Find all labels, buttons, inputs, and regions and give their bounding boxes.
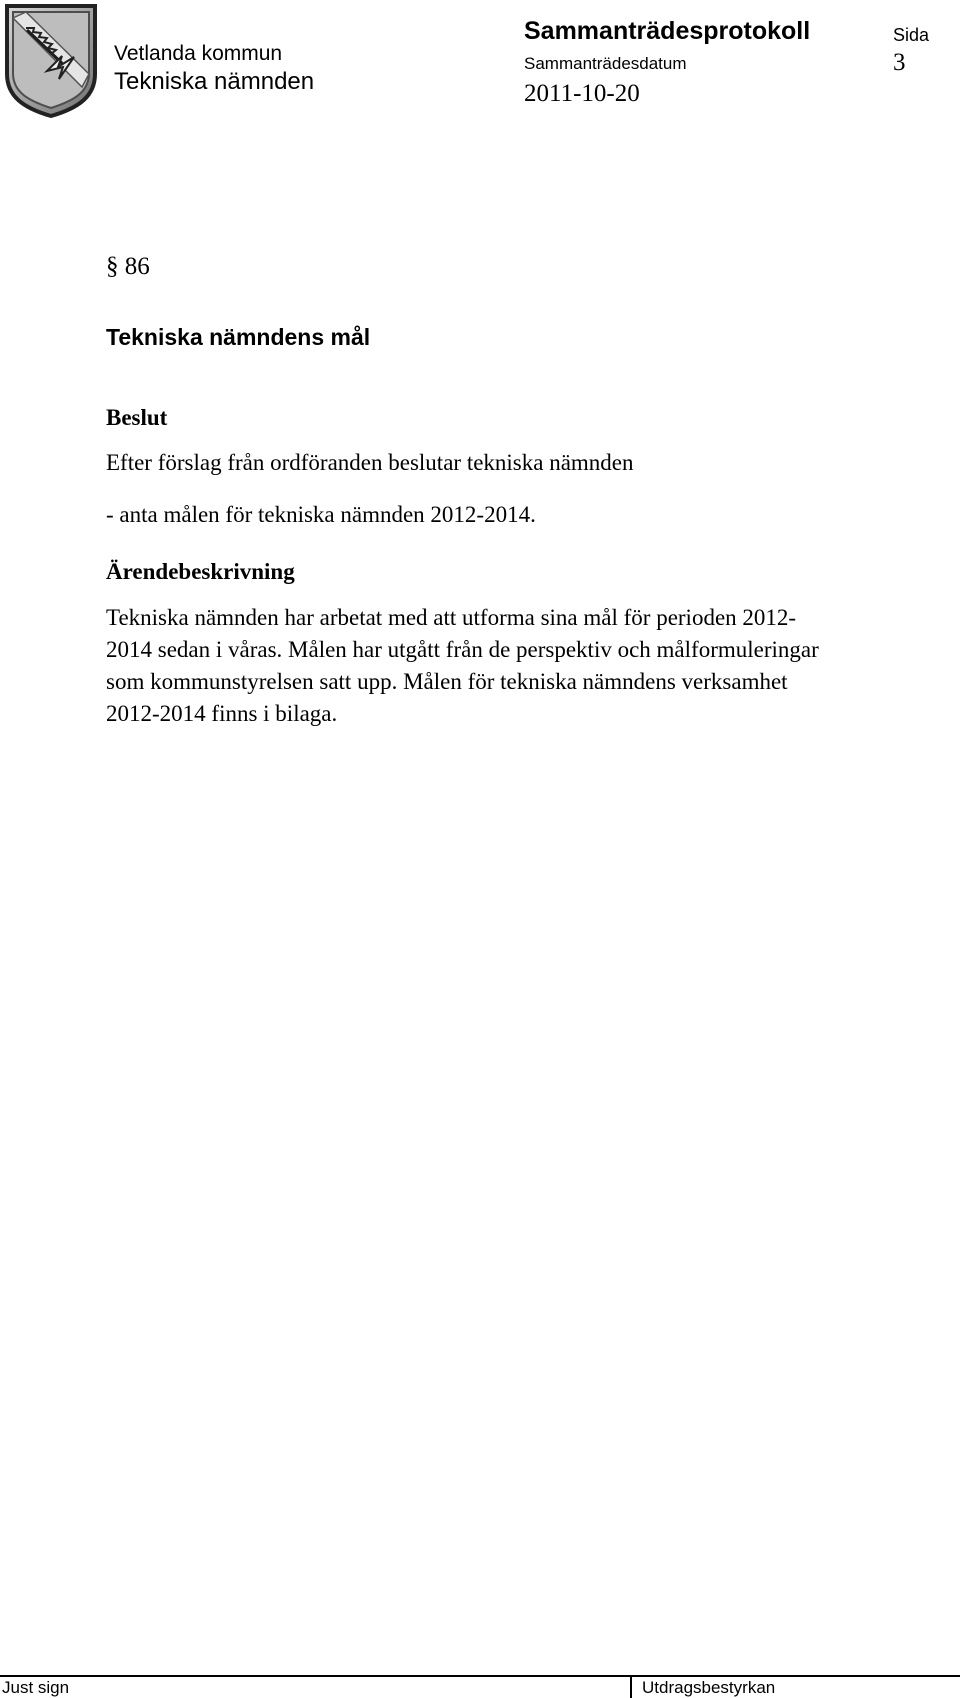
municipality-name: Vetlanda kommun [114,42,283,65]
section-heading: Tekniska nämndens mål [106,324,371,350]
footer-signature-label: Just sign [2,1678,70,1697]
protocol-title: Sammanträdesprotokoll [524,17,811,45]
decision-heading: Beslut [106,405,168,430]
meeting-date-label: Sammanträdesdatum [524,54,687,73]
decision-item-text: - anta målen för tekniska nämnden 2012-2014. [106,502,536,527]
decision-intro-text: Efter förslag från ordföranden beslutar tekniska nämnden [106,450,634,475]
page-label: Sida [893,25,930,45]
footer-certification-label: Utdragsbestyrkan [642,1678,776,1697]
description-heading: Ärendebeskrivning [106,559,295,584]
footer-column-separator [630,1675,632,1698]
description-line-3: som kommunstyrelsen satt upp. Målen för tekniska nämndens verksamhet [106,669,788,694]
meeting-date: 2011-10-20 [524,80,640,107]
description-paragraph [106,602,926,730]
description-line-1: Tekniska nämnden har arbetat med att utforma sina mål för perioden 2012- [106,605,797,630]
municipal-coat-of-arms-icon [2,2,100,120]
footer-divider [0,1675,960,1677]
page-number: 3 [893,49,906,76]
description-line-4: 2012-2014 finns i bilaga. [106,701,338,726]
committee-name: Tekniska nämnden [114,68,315,95]
paragraph-number: § 86 [106,253,150,280]
description-line-2: 2014 sedan i våras. Målen har utgått från de perspektiv och målformuleringar [106,637,819,662]
